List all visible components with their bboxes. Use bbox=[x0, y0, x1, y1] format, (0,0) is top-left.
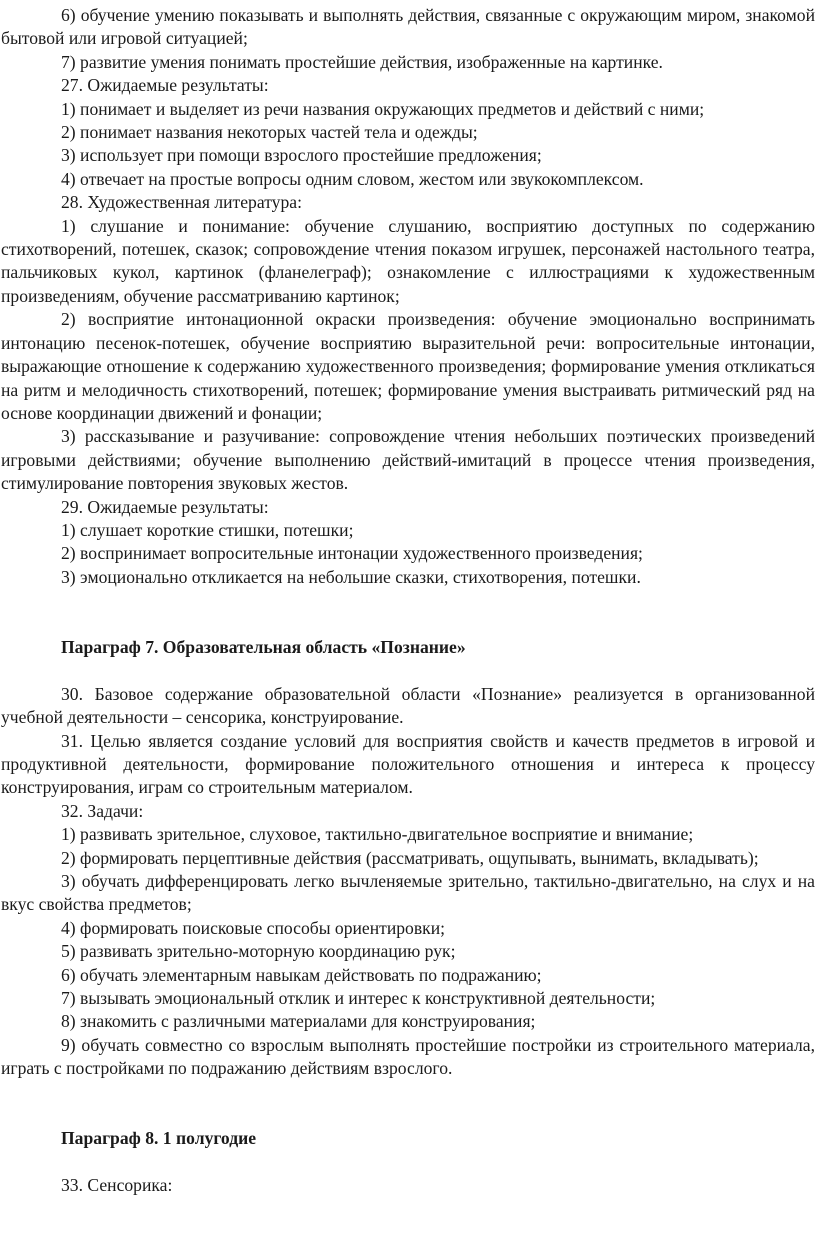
spacer bbox=[1, 613, 815, 636]
paragraph: 33. Сенсорика: bbox=[61, 1175, 173, 1196]
paragraph: 4) отвечает на простые вопросы одним словом, жестом или звукокомплексом. bbox=[61, 168, 644, 189]
paragraph: 1) понимает и выделяет из речи названия окружающих предметов и действий с ними; bbox=[61, 98, 705, 119]
section-heading-8: Параграф 8. 1 полугодие bbox=[61, 1128, 257, 1149]
paragraph: 2) воспринимает вопросительные интонации художественного произведения; bbox=[61, 543, 643, 564]
paragraph: 29. Ожидаемые результаты: bbox=[61, 496, 269, 517]
paragraph: 6) обучать элементарным навыкам действовать по подражанию; bbox=[61, 964, 542, 985]
section-block-3 bbox=[1, 1174, 815, 1197]
paragraph: 7) вызывать эмоциональный отклик и интерес к конструктивной деятельности; bbox=[61, 988, 656, 1009]
paragraph: 31. Целью является создание условий для восприятия свойств и качеств предметов в игровой и продуктивной деятельности, формирование положительного отношения и интереса к процессу конструирования, играм со строительным материалом. bbox=[1, 730, 815, 798]
section-block-2 bbox=[1, 683, 815, 1081]
paragraph: 3) эмоционально откликается на небольшие сказки, стихотворения, потешки. bbox=[61, 566, 641, 587]
paragraph: 30. Базовое содержание образовательной области «Познание» реализуется в организованной учебной деятельности – сенсорика, конструирование. bbox=[1, 683, 815, 728]
paragraph: 7) развитие умения понимать простейшие действия, изображенные на картинке. bbox=[61, 51, 663, 72]
paragraph: 3) использует при помощи взрослого простейшие предложения; bbox=[61, 145, 542, 166]
paragraph: 1) развивать зрительное, слуховое, тактильно-двигательное восприятие и внимание; bbox=[61, 824, 694, 845]
paragraph: 2) формировать перцептивные действия (рассматривать, ощупывать, вынимать, вкладывать); bbox=[61, 847, 759, 868]
section-heading-7: Параграф 7. Образовательная область «Познание» bbox=[61, 636, 466, 657]
paragraph: 4) формировать поисковые способы ориентировки; bbox=[61, 917, 446, 938]
paragraph: 3) рассказывание и разучивание: сопровождение чтения небольших поэтических произведений игровыми действиями; обучение выполнению действий-имитаций в процессе чтения произведения, стимулирование повторения звуковых жестов. bbox=[1, 426, 815, 494]
spacer bbox=[1, 1081, 815, 1104]
paragraph: 1) слушание и понимание: обучение слушанию, восприятию доступных по содержанию стихотворений, потешек, сказок; сопровождение чтения показом игрушек, персонажей настольного театра, пальчиковых кукол, картинок (фланелеграф); ознакомление с иллюстрациями к художественным произведениям, обучение рассматриванию картинок; bbox=[1, 215, 815, 306]
paragraph: 9) обучать совместно со взрослым выполнять простейшие постройки из строительного материала, играть с постройками по подражанию действиям взрослого. bbox=[1, 1034, 815, 1079]
spacer bbox=[1, 659, 815, 682]
paragraph: 1) слушает короткие стишки, потешки; bbox=[61, 519, 354, 540]
paragraph: 6) обучение умению показывать и выполнять действия, связанные с окружающим миром, знакомой бытовой или игровой ситуацией; bbox=[1, 5, 815, 49]
spacer bbox=[1, 589, 815, 612]
spacer bbox=[1, 1104, 815, 1127]
paragraph: 2) восприятие интонационной окраски произведения: обучение эмоционально воспринимать интонацию песенок-потешек, обучение восприятию выразительной речи: вопросительные интонации, выражающие отношение к содержанию художественного произведения; формирование умения откликаться на ритм и мелодичность стихотворений, потешек; формирование умения выстраивать ритмический ряд на основе координации движений и фонации; bbox=[1, 309, 815, 423]
paragraph: 32. Задачи: bbox=[61, 800, 144, 821]
paragraph: 2) понимает названия некоторых частей тела и одежды; bbox=[61, 122, 478, 143]
paragraph: 3) обучать дифференцировать легко вычленяемые зрительно, тактильно-двигательно, на слух и на вкус свойства предметов; bbox=[1, 870, 815, 915]
section-block-1 bbox=[1, 4, 815, 589]
spacer bbox=[1, 1151, 815, 1174]
paragraph: 27. Ожидаемые результаты: bbox=[61, 75, 269, 96]
paragraph: 28. Художественная литература: bbox=[61, 192, 302, 213]
paragraph: 8) знакомить с различными материалами для конструирования; bbox=[61, 1011, 536, 1032]
paragraph: 5) развивать зрительно-моторную координацию рук; bbox=[61, 941, 456, 962]
